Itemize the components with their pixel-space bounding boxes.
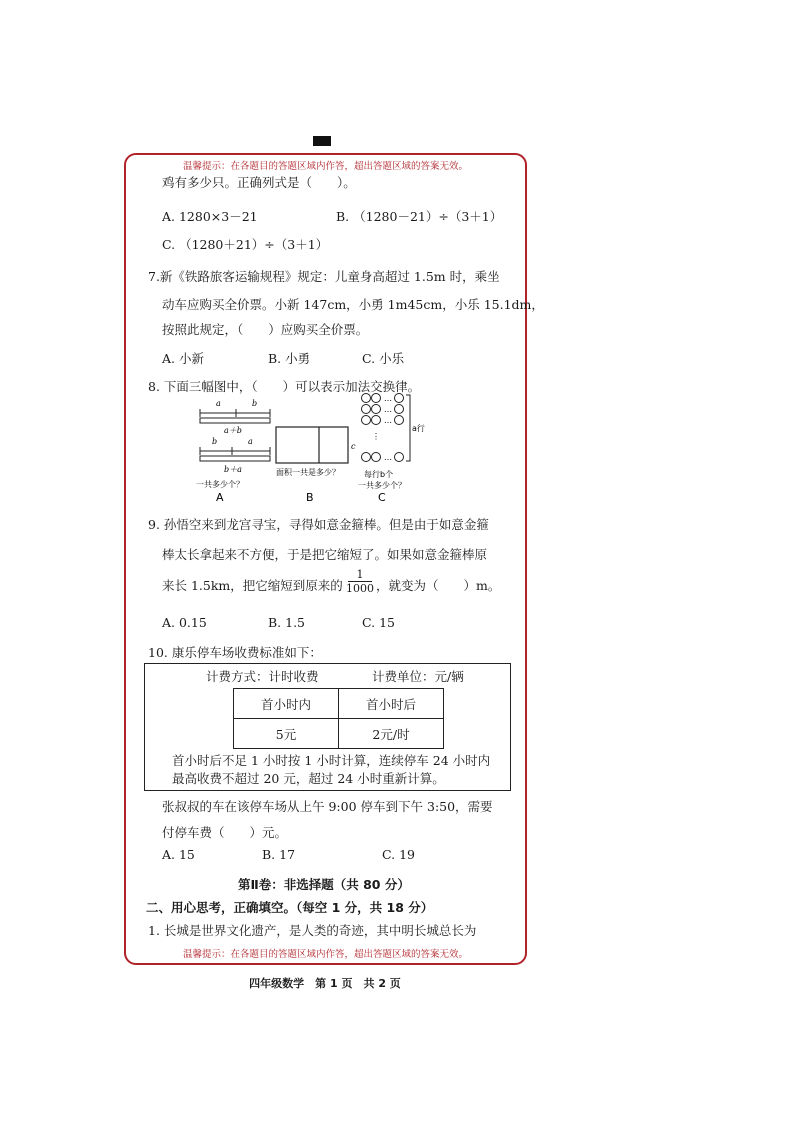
q7-line-1: 7.新《铁路旅客运输规程》规定：儿童身高超过 1.5m 时，乘坐 <box>148 269 500 284</box>
fig-a-label-a: a <box>216 399 221 408</box>
section-2-q1: 1. 长城是世界文化遗产，是人类的奇迹，其中明长城总长为 <box>148 923 477 938</box>
fig-b-letter: B <box>306 491 314 504</box>
svg-text:…: … <box>384 405 392 414</box>
q7-option-b: B. 小勇 <box>268 351 311 366</box>
q9-fraction <box>346 568 374 595</box>
svg-text:…: … <box>384 394 392 403</box>
fig-a-label-a2: a <box>248 437 253 446</box>
fee-note-2: 最高收费不超过 20 元，超过 24 小时重新计算。 <box>172 771 445 786</box>
fig-a-caption: 一共多少个？ <box>196 480 244 489</box>
fig-a-label-ba: b＋a <box>224 465 242 474</box>
q6-line: 鸡有多少只。正确列式是（ ）。 <box>162 175 356 190</box>
q10-line: 10. 康乐停车场收费标准如下： <box>148 645 322 660</box>
fig-a-label-b: b <box>252 399 258 408</box>
fee-header-after-first-hour: 首小时后 <box>339 689 444 719</box>
figure-a <box>196 399 270 504</box>
fig-a-label-b2: b <box>212 437 218 446</box>
q7-line-2: 动车应购买全价票。小新 147cm，小勇 1m45cm，小乐 15.1dm， <box>162 297 544 312</box>
q9-option-a: A. 0.15 <box>162 615 207 630</box>
q7-option-c: C. 小乐 <box>362 351 405 366</box>
q10-line-2: 付停车费（ ）元。 <box>162 825 288 840</box>
fig-a-label-ab: a＋b <box>224 426 242 435</box>
q7-option-a: A. 小新 <box>162 351 204 366</box>
q10-option-b: B. 17 <box>262 847 296 862</box>
fig-c-label-rows: a行 <box>412 424 425 433</box>
q6-option-a: A. 1280×3－21 <box>162 209 258 224</box>
q9-line-3a: 来长 1.5km，把它缩短到原来的 <box>162 578 343 593</box>
q6-option-b: B. （1280－21）÷（3＋1） <box>336 209 503 224</box>
q10-option-a: A. 15 <box>162 847 195 862</box>
q9-option-b: B. 1.5 <box>268 615 306 630</box>
q10-option-c: C. 19 <box>382 847 415 862</box>
section-2-part: 二、用心思考，正确填空。（每空 1 分，共 18 分） <box>146 900 434 915</box>
page-footer: 四年级数学 第 1 页 共 2 页 <box>249 977 401 990</box>
q8-figures <box>186 393 486 505</box>
svg-text:…: … <box>384 453 392 462</box>
fig-c-label-per-row: 每行b个 <box>364 470 394 479</box>
fee-value-first-hour: 5元 <box>234 719 339 749</box>
fig-b-label-c: c <box>351 442 356 451</box>
fee-value-after-first-hour: 2元/时 <box>339 719 444 749</box>
fraction-numerator: 1 <box>356 568 364 581</box>
section-2-title: 第Ⅱ卷：非选择题（共 80 分） <box>238 877 410 892</box>
figure-b <box>276 427 356 504</box>
svg-text:…: … <box>384 416 392 425</box>
tip-bottom: 温馨提示：在各题目的答题区域内作答，超出答题区域的答案无效。 <box>182 949 468 960</box>
q9-line-2: 棒太长拿起来不方便，于是把它缩短了。如果如意金箍棒原 <box>162 547 488 562</box>
q9-line-1: 9. 孙悟空来到龙宫寻宝，寻得如意金箍棒。但是由于如意金箍 <box>148 517 489 532</box>
fee-mode: 计费方式：计时收费 <box>206 669 319 684</box>
fig-a-letter: A <box>216 491 224 504</box>
answer-area <box>124 153 544 965</box>
scan-marker <box>313 136 331 146</box>
q10-line-1: 张叔叔的车在该停车场从上午 9:00 停车到下午 3:50，需要 <box>162 799 493 814</box>
tip-top: 温馨提示：在各题目的答题区域内作答，超出答题区域的答案无效。 <box>182 161 468 172</box>
q6-option-c: C. （1280＋21）÷（3＋1） <box>162 237 329 252</box>
fraction-denominator: 1000 <box>346 582 374 595</box>
fee-unit: 计费单位：元/辆 <box>372 669 464 684</box>
q8-line: 8. 下面三幅图中，（ ）可以表示加法交换律。 <box>148 379 421 394</box>
fig-c-caption: 一共多少个？ <box>358 481 406 490</box>
svg-text:⋮: ⋮ <box>372 432 380 441</box>
fig-b-caption: 面积一共是多少？ <box>276 468 340 477</box>
figure-c <box>358 394 425 505</box>
q9-option-c: C. 15 <box>362 615 395 630</box>
fee-note-1: 首小时后不足 1 小时按 1 小时计算，连续停车 24 小时内 <box>172 753 491 768</box>
q7-line-3: 按照此规定，（ ）应购买全价票。 <box>162 322 369 337</box>
fee-header-first-hour: 首小时内 <box>234 689 339 719</box>
fee-table <box>233 688 444 749</box>
fig-c-letter: C <box>378 491 386 504</box>
q9-line-3b: ，就变为（ ）m。 <box>376 578 501 593</box>
